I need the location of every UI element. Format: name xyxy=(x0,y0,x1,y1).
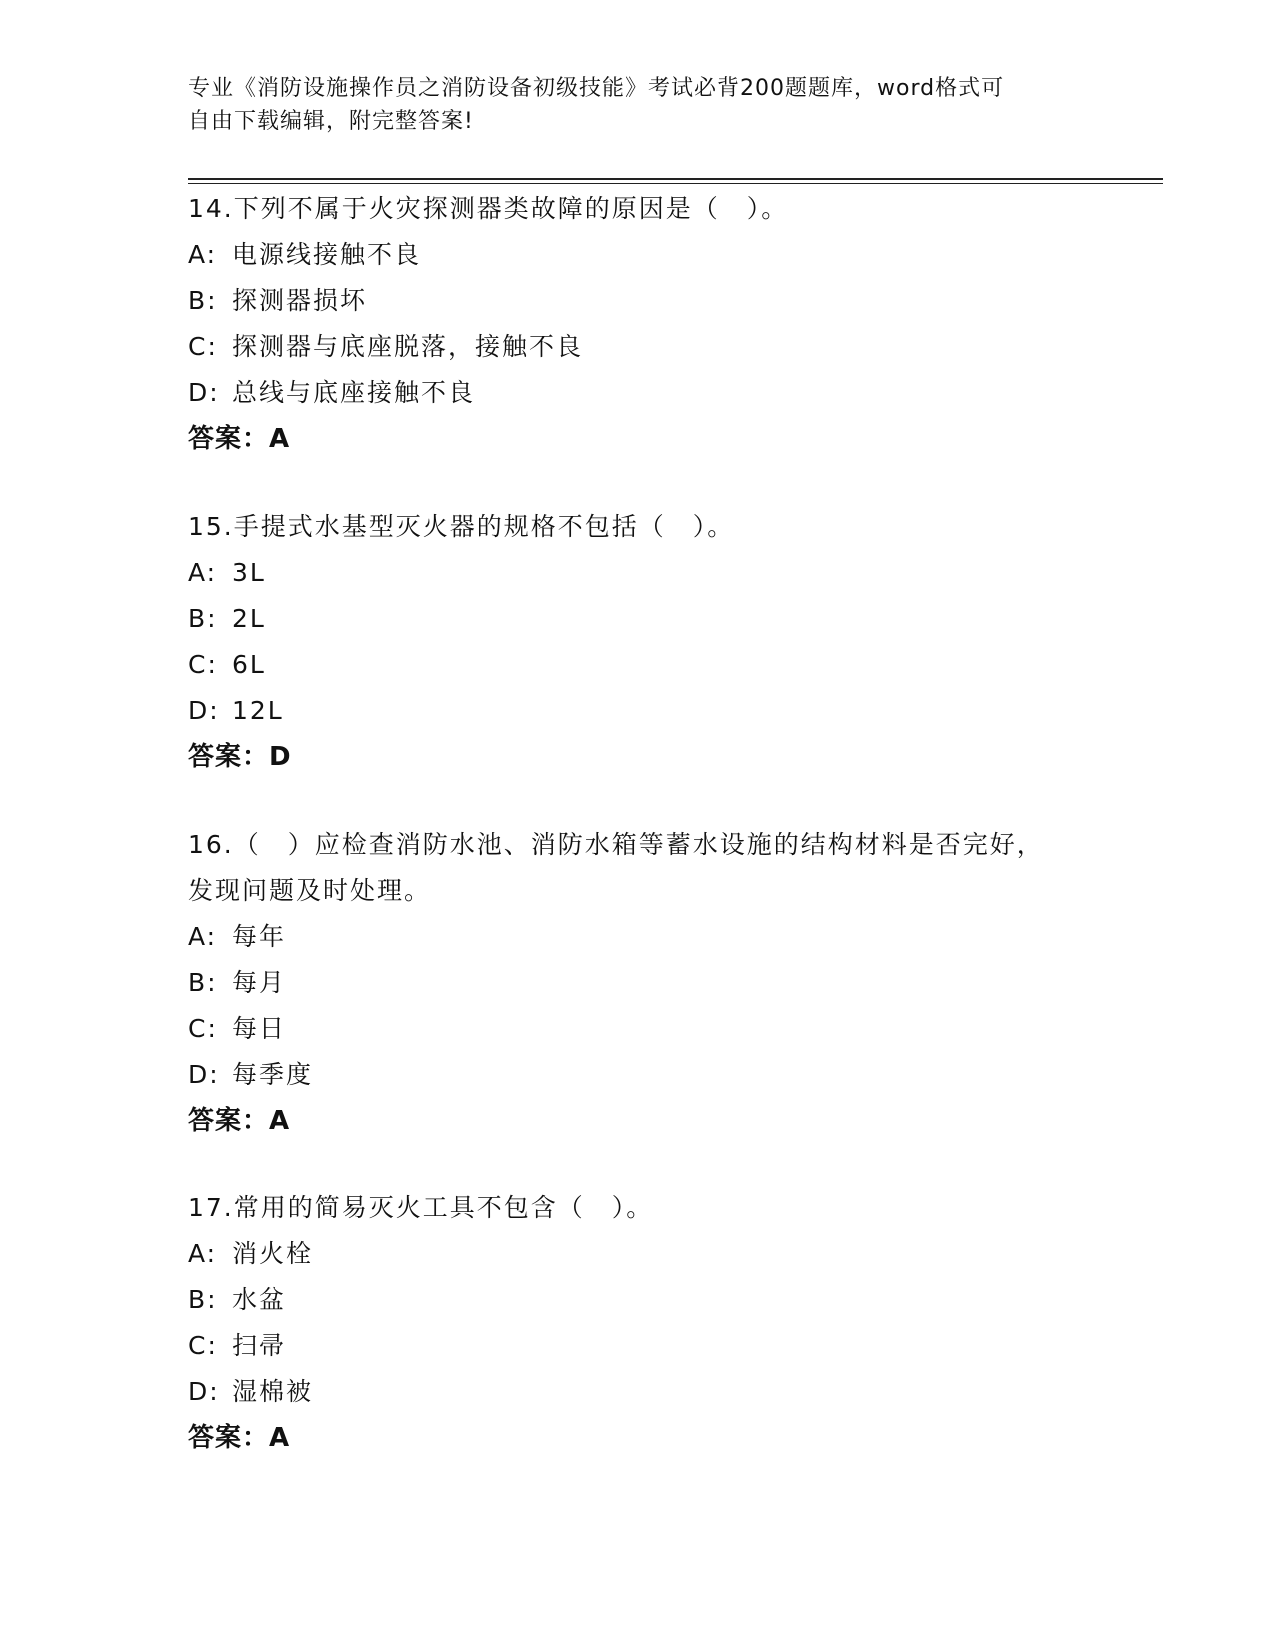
option-label: D: xyxy=(188,378,220,407)
option-text: 扫帚 xyxy=(232,1331,287,1360)
option-a xyxy=(188,550,1088,596)
option-label: A: xyxy=(188,922,218,951)
option-text: 3L xyxy=(232,558,266,587)
option-d xyxy=(188,370,1088,416)
option-b xyxy=(188,960,1068,1006)
option-d xyxy=(188,688,1088,734)
option-text: 每月 xyxy=(232,968,287,997)
question-15 xyxy=(188,504,1088,780)
question-stem: 17.常用的简易灭火工具不包含（ ）。 xyxy=(188,1193,654,1222)
option-b xyxy=(188,278,1088,324)
option-c xyxy=(188,1006,1068,1052)
option-label: C: xyxy=(188,1331,218,1360)
option-label: A: xyxy=(188,558,218,587)
option-b xyxy=(188,596,1088,642)
option-label: D: xyxy=(188,1060,220,1089)
answer-line: 答案：A xyxy=(188,1423,291,1453)
option-text: 湿棉被 xyxy=(232,1377,314,1406)
question-16 xyxy=(188,822,1068,1144)
option-text: 6L xyxy=(232,650,266,679)
option-label: C: xyxy=(188,1014,218,1043)
option-label: A: xyxy=(188,1239,218,1268)
option-c xyxy=(188,642,1088,688)
option-text: 消火栓 xyxy=(232,1239,314,1268)
option-text: 2L xyxy=(232,604,266,633)
option-d xyxy=(188,1052,1068,1098)
question-14 xyxy=(188,186,1088,462)
option-text: 每年 xyxy=(232,922,287,951)
option-label: C: xyxy=(188,332,218,361)
answer-line: 答案：A xyxy=(188,424,291,454)
option-label: B: xyxy=(188,1285,218,1314)
question-17 xyxy=(188,1185,1088,1461)
question-stem: 15.手提式水基型灭火器的规格不包括（ ）。 xyxy=(188,512,735,541)
option-a xyxy=(188,232,1088,278)
option-a xyxy=(188,914,1068,960)
question-stem: 16.（ ）应检查消防水池、消防水箱等蓄水设施的结构材料是否完好，发现问题及时处理。 xyxy=(188,830,1044,905)
option-label: C: xyxy=(188,650,218,679)
header-divider xyxy=(188,178,1163,180)
document-header xyxy=(188,72,1078,138)
header-line-2: 自由下载编辑，附完整答案! xyxy=(188,109,474,134)
option-text: 每季度 xyxy=(232,1060,314,1089)
option-text: 总线与底座接触不良 xyxy=(232,378,476,407)
option-text: 12L xyxy=(232,696,284,725)
option-b xyxy=(188,1277,1088,1323)
option-text: 每日 xyxy=(232,1014,287,1043)
question-stem: 14.下列不属于火灾探测器类故障的原因是（ ）。 xyxy=(188,194,789,223)
option-label: D: xyxy=(188,1377,220,1406)
option-c xyxy=(188,1323,1088,1369)
option-a xyxy=(188,1231,1088,1277)
option-label: B: xyxy=(188,286,218,315)
header-line-1: 专业《消防设施操作员之消防设备初级技能》考试必背200题题库，word格式可 xyxy=(188,76,1005,101)
option-c xyxy=(188,324,1088,370)
option-label: B: xyxy=(188,604,218,633)
option-label: D: xyxy=(188,696,220,725)
option-text: 水盆 xyxy=(232,1285,287,1314)
option-text: 探测器与底座脱落，接触不良 xyxy=(232,332,584,361)
option-text: 探测器损坏 xyxy=(232,286,368,315)
answer-line: 答案：A xyxy=(188,1106,291,1136)
header-divider-thin xyxy=(188,183,1163,184)
option-d xyxy=(188,1369,1088,1415)
option-text: 电源线接触不良 xyxy=(232,240,422,269)
answer-line: 答案：D xyxy=(188,742,292,772)
option-label: A: xyxy=(188,240,218,269)
option-label: B: xyxy=(188,968,218,997)
